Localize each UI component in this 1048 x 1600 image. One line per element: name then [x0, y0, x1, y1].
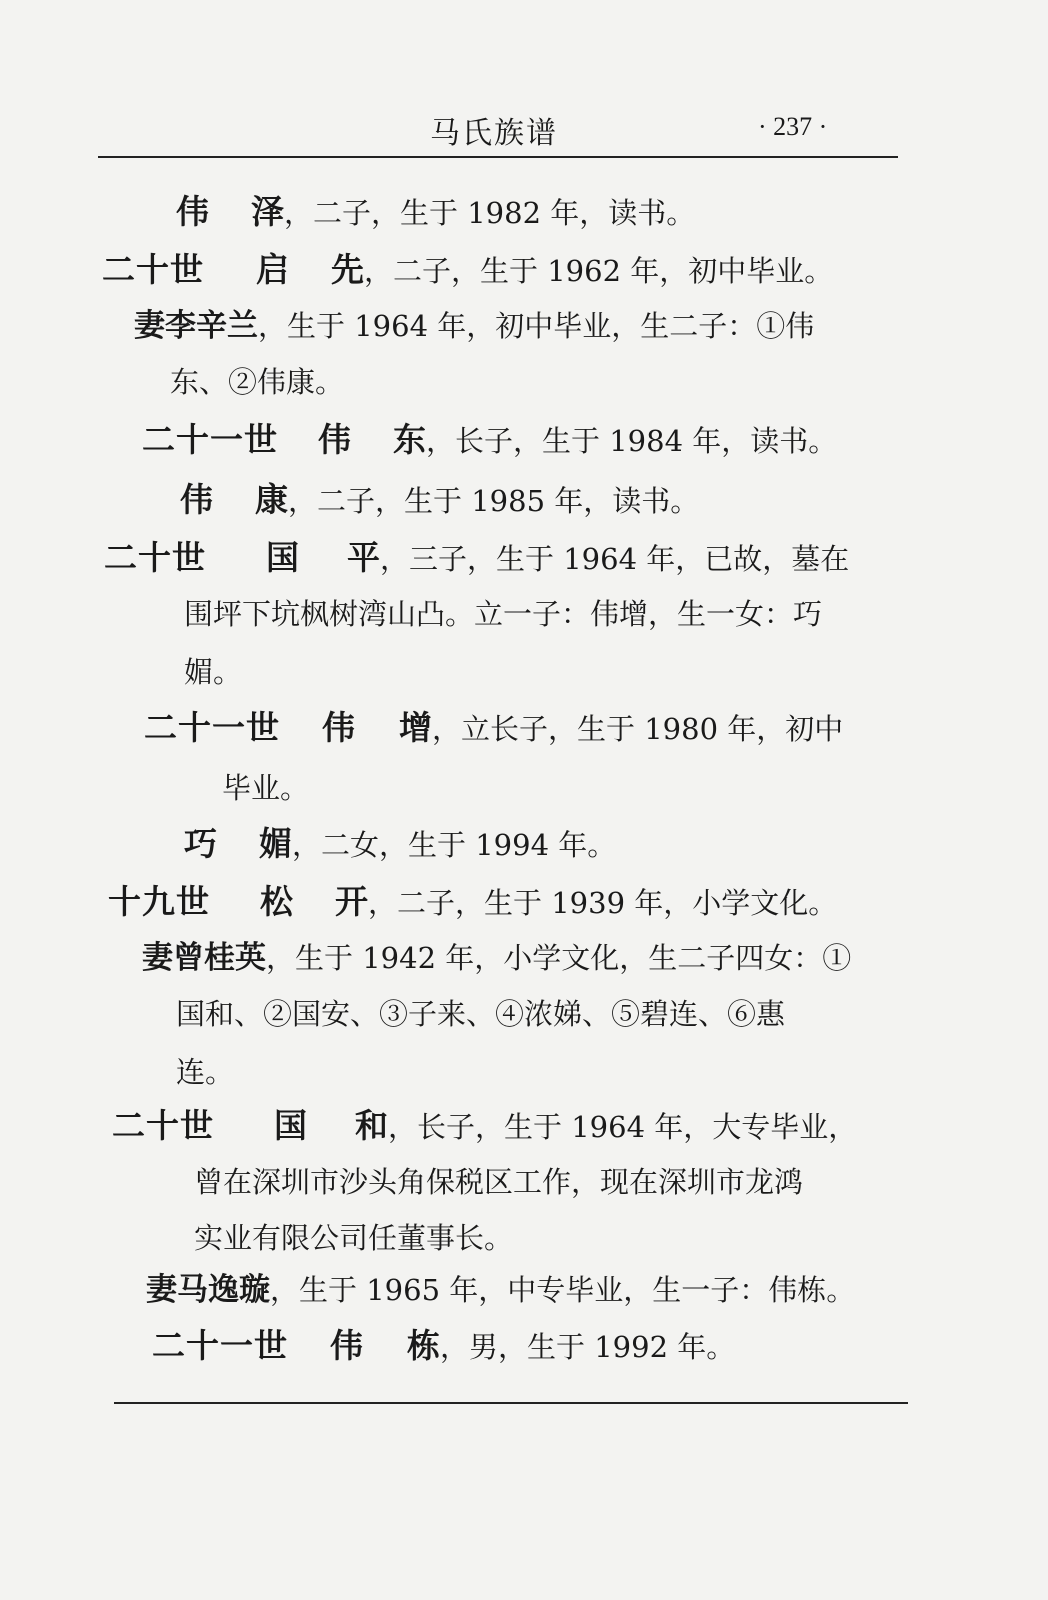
entry-text: ，二子，生于 1985 年，读书。	[288, 484, 700, 518]
entry-text-continued: 曾在深圳市沙头角保税区工作，现在深圳市龙鸿	[194, 1165, 804, 1199]
entry-text-continued: 东、②伟康。	[170, 365, 345, 399]
entry-line	[142, 420, 837, 462]
given-name-char-1: 伟	[176, 192, 209, 231]
entry-text: ，二子，生于 1982 年，读书。	[284, 196, 696, 230]
given-name-char-2: 增	[399, 708, 432, 747]
given-name-char-1: 国	[274, 1106, 307, 1145]
generation-label: 十九世	[108, 882, 210, 921]
given-name-char-1: 伟	[330, 1326, 363, 1365]
continuation-line	[184, 594, 822, 635]
spouse-name: 妻马逸璇	[146, 1272, 270, 1308]
given-name-char-2: 媚	[259, 824, 292, 863]
given-name-char-2: 开	[335, 882, 368, 921]
entry-text: ，立长子，生于 1980 年，初中	[432, 712, 844, 746]
given-name-char-1: 松	[260, 882, 293, 921]
entry-text-continued: 毕业。	[222, 771, 310, 805]
entry-line	[144, 708, 843, 750]
entry-line	[112, 1106, 857, 1148]
given-name-char-2: 平	[347, 538, 380, 577]
generation-label: 二十世	[102, 250, 204, 289]
entry-text: ，长子，生于 1984 年，读书。	[426, 424, 838, 458]
given-name-char-1: 伟	[180, 480, 213, 519]
entry-text-continued: 连。	[176, 1055, 235, 1089]
spouse-line	[134, 306, 814, 347]
entry-text: ，生于 1964 年，初中毕业，生二子：①伟	[258, 309, 815, 343]
entry-line	[102, 250, 833, 292]
entry-line	[104, 538, 849, 580]
continuation-line	[222, 768, 309, 809]
continuation-line	[170, 362, 344, 403]
spouse-name: 妻李辛兰	[134, 308, 258, 344]
given-name-char-2: 康	[255, 480, 288, 519]
given-name-char-1: 国	[266, 538, 299, 577]
entry-text: ，二女，生于 1994 年。	[292, 828, 617, 862]
given-name-char-2: 栋	[407, 1326, 440, 1365]
spouse-line	[146, 1270, 855, 1311]
given-name-char-2: 和	[355, 1106, 388, 1145]
continuation-line	[194, 1218, 513, 1259]
continuation-line	[176, 1052, 234, 1093]
generation-label: 二十一世	[152, 1326, 288, 1365]
given-name-char-1: 启	[256, 250, 289, 289]
generation-label: 二十世	[112, 1106, 214, 1145]
entry-line	[108, 882, 837, 924]
given-name-char-2: 泽	[251, 192, 284, 231]
entry-text: ，长子，生于 1964 年，大专毕业，	[388, 1110, 858, 1144]
entry-text: ，生于 1965 年，中专毕业，生一子：伟栋。	[270, 1273, 856, 1307]
footer-rule	[114, 1402, 908, 1404]
spouse-line	[142, 938, 851, 979]
entry-text-continued: 国和、②国安、③子来、④浓娣、⑤碧连、⑥惠	[176, 997, 786, 1031]
generation-label: 二十一世	[144, 708, 280, 747]
entry-line	[180, 480, 699, 522]
generation-label: 二十世	[104, 538, 206, 577]
given-name-char-1: 伟	[318, 420, 351, 459]
continuation-line	[176, 994, 785, 1035]
given-name-char-2: 先	[331, 250, 364, 289]
given-name-char-1: 巧	[184, 824, 217, 863]
header-rule	[98, 156, 898, 158]
running-head-title: 马氏族谱	[430, 116, 558, 151]
entry-line	[176, 192, 695, 234]
entry-text: ，三子，生于 1964 年，已故，墓在	[380, 542, 850, 576]
entry-text: ，二子，生于 1939 年，小学文化。	[368, 886, 838, 920]
entry-line	[184, 824, 616, 866]
entry-text-continued: 媚。	[184, 655, 243, 689]
given-name-char-1: 伟	[322, 708, 355, 747]
continuation-line	[184, 652, 242, 693]
entry-text-continued: 实业有限公司任董事长。	[194, 1221, 514, 1255]
entry-text-continued: 围坪下坑枫树湾山凸。立一子：伟增，生一女：巧	[184, 597, 823, 631]
entry-text: ，男，生于 1992 年。	[440, 1330, 736, 1364]
spouse-name: 妻曾桂英	[142, 940, 266, 976]
entry-line	[152, 1326, 735, 1368]
generation-label: 二十一世	[142, 420, 278, 459]
entry-text: ，二子，生于 1962 年，初中毕业。	[364, 254, 834, 288]
entry-text: ，生于 1942 年，小学文化，生二子四女：①	[266, 941, 852, 975]
given-name-char-2: 东	[393, 420, 426, 459]
continuation-line	[194, 1162, 803, 1203]
page-number: · 237 ·	[758, 112, 828, 141]
